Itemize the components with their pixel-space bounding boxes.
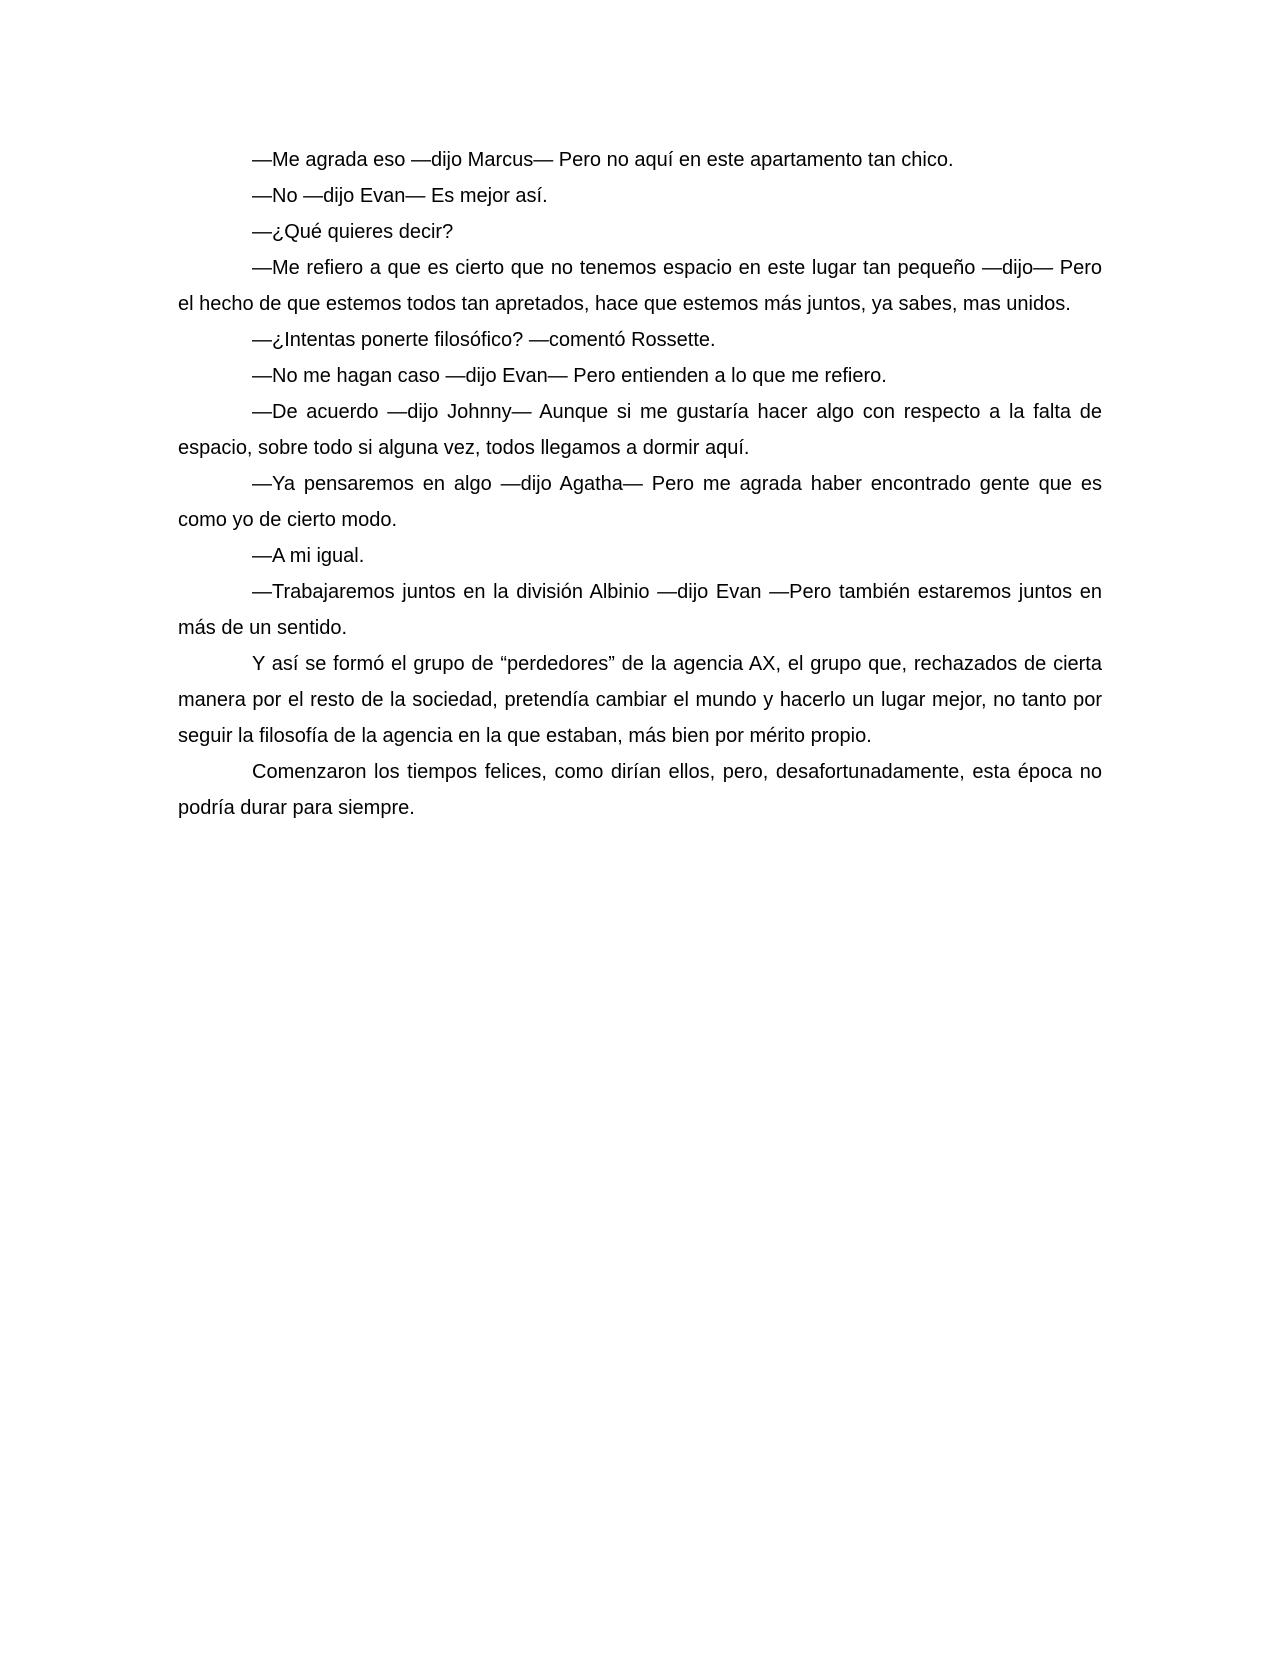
body-text — [178, 142, 1102, 826]
paragraph: —No —dijo Evan— Es mejor así. — [252, 185, 548, 207]
paragraph: —Trabajaremos juntos en la división Albinio —dijo Evan —Pero también estaremos juntos en más de un sentido. — [178, 581, 1102, 639]
paragraph: —De acuerdo —dijo Johnny— Aunque si me gustaría hacer algo con respecto a la falta de espacio, sobre todo si alguna vez, todos llegamos a dormir aquí. — [178, 401, 1102, 459]
paragraph: —¿Qué quieres decir? — [252, 221, 454, 243]
paragraph: Y así se formó el grupo de “perdedores” de la agencia AX, el grupo que, rechazados de cierta manera por el resto de la sociedad, pretendía cambiar el mundo y hacerlo un lugar mejor, no tanto por seguir la filosofía de la agencia en la que estaban, más bien por mérito propio. — [178, 653, 1102, 747]
paragraph: —Ya pensaremos en algo —dijo Agatha— Pero me agrada haber encontrado gente que es como yo de cierto modo. — [178, 473, 1102, 531]
paragraph: —No me hagan caso —dijo Evan— Pero entienden a lo que me refiero. — [252, 365, 887, 387]
paragraph: —A mi igual. — [252, 545, 365, 567]
paragraph: —¿Intentas ponerte filosófico? —comentó Rossette. — [252, 329, 716, 351]
paragraph: Comenzaron los tiempos felices, como dirían ellos, pero, desafortunadamente, esta época no podría durar para siempre. — [178, 761, 1102, 819]
paragraph: —Me refiero a que es cierto que no tenemos espacio en este lugar tan pequeño —dijo— Pero el hecho de que estemos todos tan apretados, hace que estemos más juntos, ya sabes, mas unidos. — [178, 257, 1102, 315]
paragraph: —Me agrada eso —dijo Marcus— Pero no aquí en este apartamento tan chico. — [252, 149, 954, 171]
